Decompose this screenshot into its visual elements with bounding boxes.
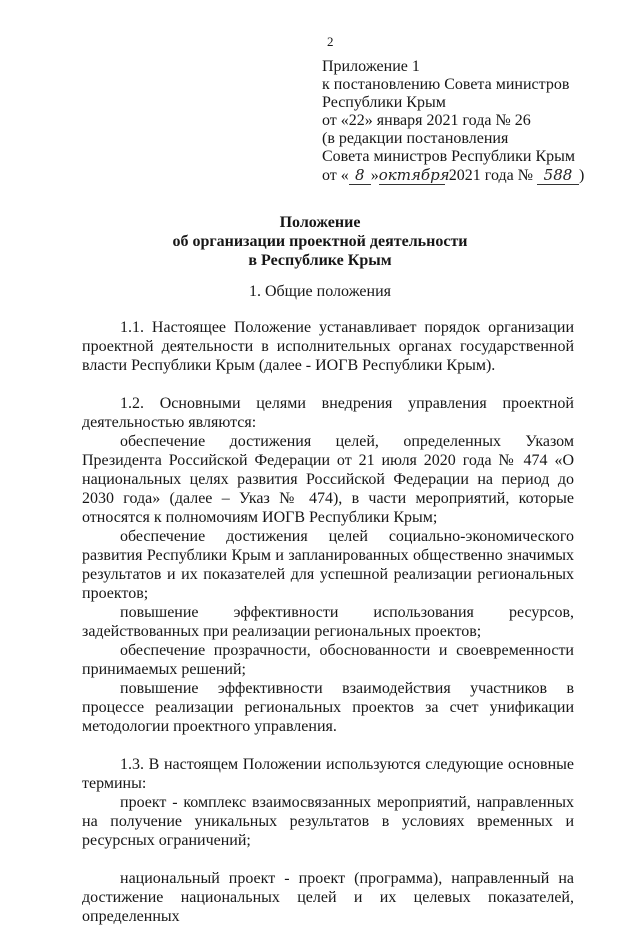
attachment-line: Совета министров Республики Крым bbox=[322, 148, 575, 165]
paragraph: повышение эффективности взаимодействия участников в процессе реализации региональных проектов за счет унификации методологии проектного управления. bbox=[82, 680, 574, 735]
date-separator: » bbox=[370, 167, 379, 184]
paragraph: 1.1. Настоящее Положение устанавливает порядок организации проектной деятельности в исполнительных органах государственной власти Республики Крым (далее - ИОГВ Республики Крым). bbox=[82, 319, 574, 374]
paragraph: проект - комплекс взаимосвязанных мероприятий, направленных на получение уникальных результатов в условиях временных и ресурсных ограничений; bbox=[82, 794, 574, 849]
document-title bbox=[0, 213, 640, 270]
paragraph: обеспечение достижения целей социально-экономического развития Республики Крым и запланированных общественно значимых результатов и их показателей для успешной реализации региональных проектов; bbox=[82, 528, 574, 602]
paragraph: 1.3. В настоящем Положении используются следующие основные термины: bbox=[82, 756, 574, 792]
paragraph: обеспечение прозрачности, обоснованности и своевременности принимаемых решений; bbox=[82, 642, 574, 678]
paragraph: 1.2. Основными целями внедрения управления проектной деятельностью являются: bbox=[82, 395, 574, 431]
attachment-line: к постановлению Совета министров bbox=[322, 76, 570, 93]
attachment-header bbox=[322, 58, 584, 185]
handwritten-number: 588 bbox=[537, 166, 579, 185]
attachment-line: (в редакции постановления bbox=[322, 130, 509, 147]
attachment-line: Республики Крым bbox=[322, 94, 446, 111]
section-heading: 1. Общие положения bbox=[248, 283, 392, 300]
paragraph: повышение эффективности использования ресурсов, задействованных при реализации региональных проектов; bbox=[82, 604, 574, 640]
title-line: Положение bbox=[279, 214, 361, 231]
year-label: 2021 года № bbox=[448, 167, 533, 184]
title-line: в Республике Крым bbox=[248, 252, 392, 269]
paragraph: национальный проект - проект (программа), направленный на достижение национальных целей и их целевых показателей, определенных bbox=[82, 870, 574, 925]
handwritten-month: октября bbox=[378, 166, 450, 184]
attachment-line: Приложение 1 bbox=[322, 58, 420, 75]
amendment-date-line bbox=[322, 166, 584, 185]
date-prefix: от « bbox=[322, 167, 349, 184]
title-line: об организации проектной деятельности bbox=[172, 233, 468, 250]
paragraph: обеспечение достижения целей, определенных Указом Президента Российской Федерации от 21 июля 2020 года № 474 «О национальных целях развития Российской Федерации на период до 2030 года» (далее – Указ № 474), в части мероприятий, которые относятся к полномочиям ИОГВ Республики Крым; bbox=[82, 433, 574, 526]
attachment-line: от «22» января 2021 года № 26 bbox=[322, 112, 531, 129]
page-number: 2 bbox=[327, 34, 334, 49]
closing-parenthesis: ) bbox=[579, 167, 585, 184]
handwritten-day: 8 bbox=[349, 166, 371, 185]
document-body bbox=[82, 318, 574, 926]
